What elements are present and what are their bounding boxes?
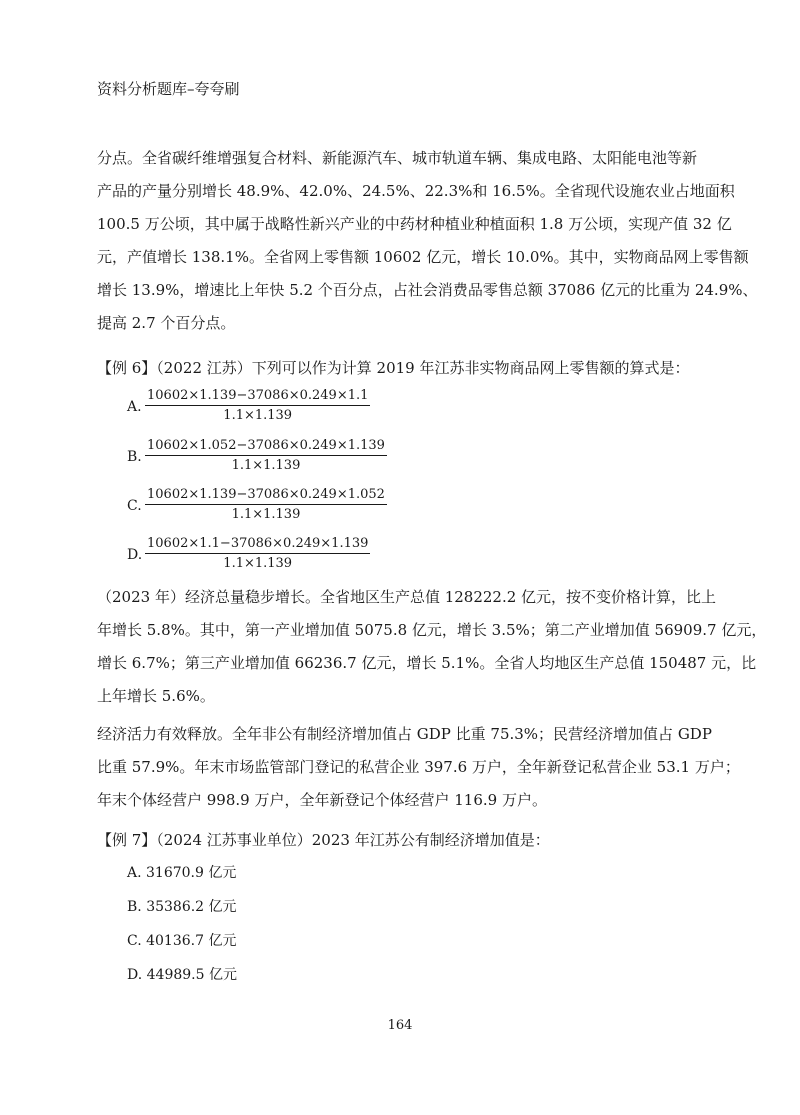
example-7-option-d: D. 44989.5 亿元 xyxy=(127,967,237,983)
example-7-option-a: A. 31670.9 亿元 xyxy=(127,865,237,881)
fraction-numerator: 10602×1.1−37086×0.249×1.139 xyxy=(145,536,370,554)
text-line: 提高 2.7 个百分点。 xyxy=(97,314,236,332)
example-6-question: 【例 6】（2022 江苏）下列可以作为计算 2019 年江苏非实物商品网上零售额的算式是： xyxy=(97,359,690,377)
text-line: 元，产值增长 138.1%。全省网上零售额 10602 亿元，增长 10.0%。其中，实物商品网上零售额 xyxy=(97,248,749,266)
fraction-numerator: 10602×1.139−37086×0.249×1.052 xyxy=(145,487,387,505)
text-line: 增长 13.9%，增速比上年快 5.2 个百分点，占社会消费品零售总额 37086 亿元的比重为 24.9%、 xyxy=(97,281,758,299)
text-line: 产品的产量分别增长 48.9%、42.0%、24.5%、22.3%和 16.5%。全省现代设施农业占地面积 xyxy=(97,182,735,200)
text-line: 年增长 5.8%。其中，第一产业增加值 5075.8 亿元，增长 3.5%；第二产业增加值 56909.7 亿元， xyxy=(97,621,767,639)
page-number: 164 xyxy=(387,1018,413,1033)
fraction-numerator: 10602×1.052−37086×0.249×1.139 xyxy=(145,438,387,456)
option-letter: C. xyxy=(127,498,142,514)
text-line: 年末个体经营户 998.9 万户，全年新登记个体经营户 116.9 万户。 xyxy=(97,791,547,809)
option-letter: B. xyxy=(127,449,142,465)
example-7-question: 【例 7】（2024 江苏事业单位）2023 年江苏公有制经济增加值是： xyxy=(97,831,550,849)
text-line: （2023 年）经济总量稳步增长。全省地区生产总值 128222.2 亿元，按不变价格计算，比上 xyxy=(97,588,717,606)
page-header-title: 资料分析题库–夸夸刷 xyxy=(97,80,240,98)
example-7-option-b: B. 35386.2 亿元 xyxy=(127,899,237,915)
fraction xyxy=(145,487,387,522)
fraction-denominator: 1.1×1.139 xyxy=(223,408,293,423)
fraction xyxy=(145,438,387,473)
text-line: 比重 57.9%。年末市场监管部门登记的私营企业 397.6 万户，全年新登记私营企业 53.1 万户； xyxy=(97,758,740,776)
option-letter: D. xyxy=(127,547,143,563)
fraction xyxy=(145,388,370,423)
example-7-option-c: C. 40136.7 亿元 xyxy=(127,933,237,949)
text-line: 分点。全省碳纤维增强复合材料、新能源汽车、城市轨道车辆、集成电路、太阳能电池等新 xyxy=(97,149,698,167)
paragraph-economic-vitality xyxy=(97,718,740,817)
text-line: 增长 6.7%；第三产业增加值 66236.7 亿元，增长 5.1%。全省人均地区生产总值 150487 元，比 xyxy=(97,654,757,672)
fraction-denominator: 1.1×1.139 xyxy=(231,458,301,473)
text-line: 上年增长 5.6%。 xyxy=(97,687,215,705)
option-letter: A. xyxy=(127,399,142,415)
paragraph-economy-growth xyxy=(97,581,767,713)
paragraph-consumption xyxy=(97,142,758,340)
fraction-denominator: 1.1×1.139 xyxy=(223,556,293,571)
text-line: 经济活力有效释放。全年非公有制经济增加值占 GDP 比重 75.3%；民营经济增加值占 GDP xyxy=(97,725,712,743)
fraction-denominator: 1.1×1.139 xyxy=(231,507,301,522)
fraction-numerator: 10602×1.139−37086×0.249×1.1 xyxy=(145,388,370,406)
text-line: 100.5 万公顷，其中属于战略性新兴产业的中药材种植业种植面积 1.8 万公顷，实现产值 32 亿 xyxy=(97,215,732,233)
fraction xyxy=(145,536,370,571)
